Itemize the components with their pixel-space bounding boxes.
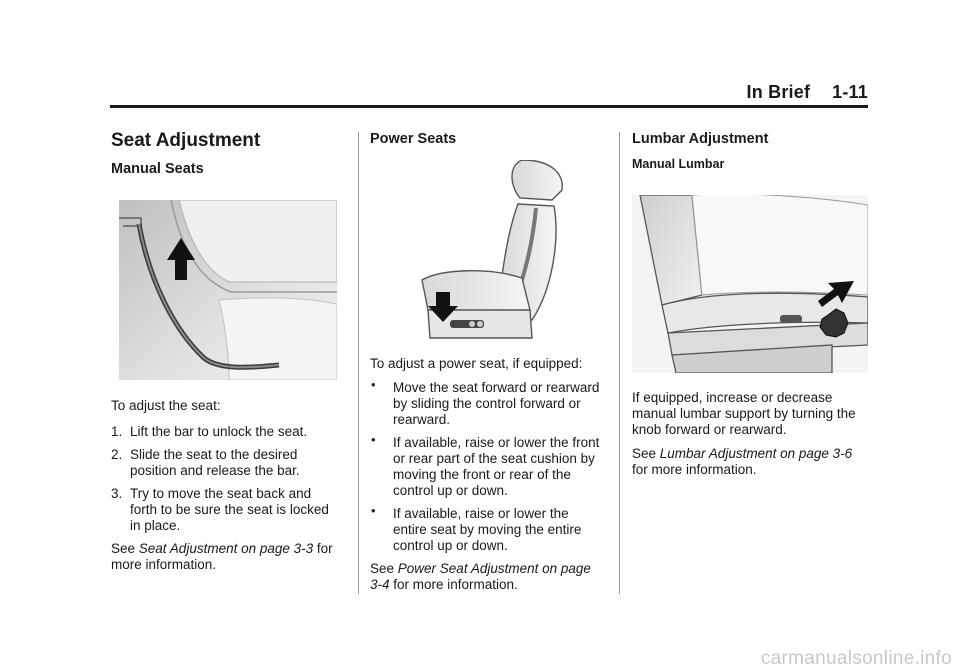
section-title-seat-adjustment: Seat Adjustment <box>111 130 261 151</box>
power-seat-intro: To adjust a power seat, if equipped: <box>370 356 583 371</box>
column-divider-right <box>619 132 620 594</box>
lumbar-knob-illustration <box>632 195 868 373</box>
bullet-icon: • <box>371 503 376 518</box>
bullet-item: • If available, raise or lower the entire seat by moving the entire control up or down. <box>371 503 582 553</box>
bullet-icon: • <box>371 432 376 447</box>
cross-reference: Lumbar Adjustment on page 3-6 <box>659 446 853 461</box>
section-title-lumbar-adjustment: Lumbar Adjustment <box>632 131 769 147</box>
power-seat-illustration <box>402 160 582 350</box>
power-seat-see-also: See Power Seat Adjustment on page 3-4 for more information. <box>370 561 591 592</box>
step-item: 2. Slide the seat to the desired position and release the bar. <box>111 447 300 478</box>
site-watermark: carmanualsonline.info <box>760 648 952 669</box>
subsection-title-manual-seats: Manual Seats <box>111 161 204 177</box>
bullet-item: • If available, raise or lower the front or rear part of the seat cushion by moving the front or rear of the control up or down. <box>371 432 600 498</box>
step-item: 1. Lift the bar to unlock the seat. <box>111 424 308 439</box>
bullet-icon: • <box>371 377 376 392</box>
step-item: 3. Try to move the seat back and forth to be sure the seat is locked in place. <box>111 486 329 533</box>
column-power-seats <box>370 128 606 593</box>
column-lumbar-adjustment <box>632 128 868 478</box>
lumbar-see-also: See Lumbar Adjustment on page 3-6 for more information. <box>632 446 853 477</box>
manual-seat-intro: To adjust the seat: <box>111 398 221 413</box>
subsection-title-manual-lumbar: Manual Lumbar <box>632 157 725 171</box>
cross-reference: Power Seat Adjustment on page 3-4 <box>370 561 591 592</box>
manual-seat-bar-illustration <box>119 200 337 380</box>
manual-seat-steps <box>111 424 339 534</box>
header-text <box>747 82 868 103</box>
header-page-number: 1-11 <box>832 82 868 102</box>
lumbar-body: If equipped, increase or decrease manual lumbar support by turning the knob forward or rearward. <box>632 390 856 437</box>
section-title-power-seats: Power Seats <box>370 131 457 147</box>
manual-seat-see-also: See Seat Adjustment on page 3-3 for more information. <box>111 541 333 572</box>
column-seat-adjustment <box>111 128 339 573</box>
page-header <box>110 82 868 108</box>
cross-reference: Seat Adjustment on page 3-3 <box>138 541 314 556</box>
bullet-item: • Move the seat forward or rearward by sliding the control forward or rearward. <box>371 377 600 427</box>
column-divider-left <box>358 132 359 594</box>
power-seat-bullets <box>370 377 606 554</box>
header-section: In Brief <box>746 82 811 102</box>
